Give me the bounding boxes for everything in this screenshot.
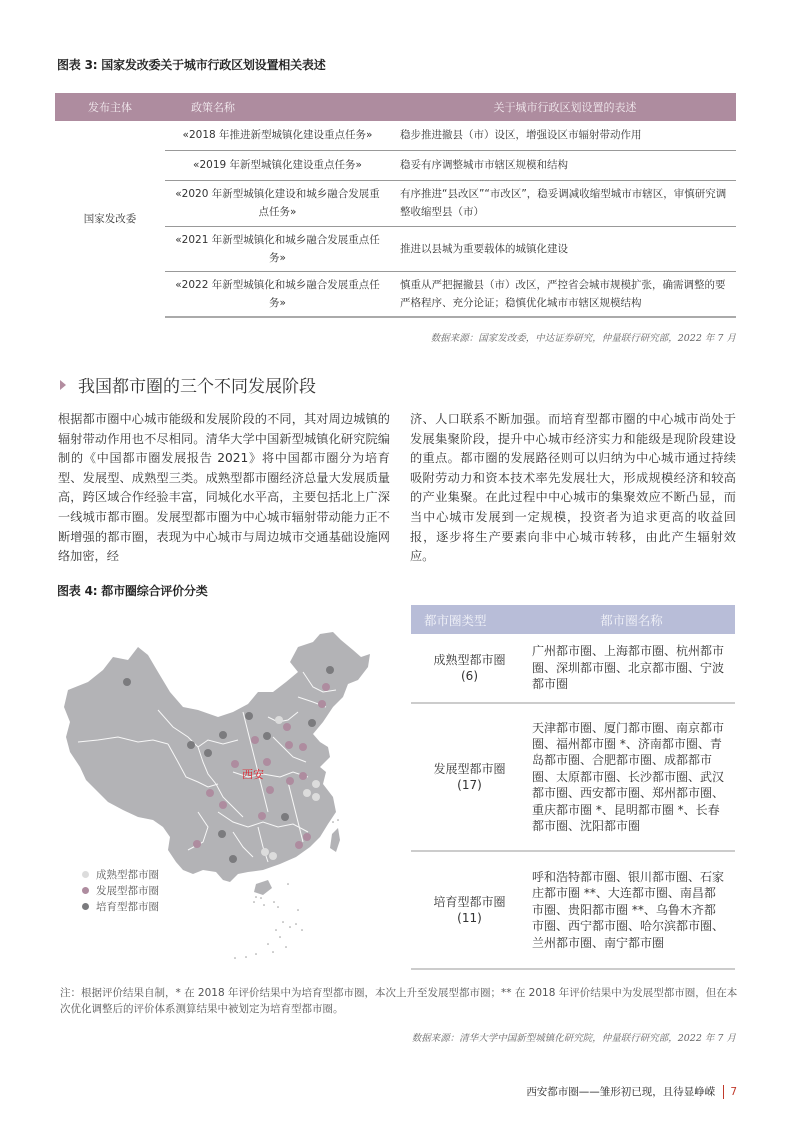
figure-4-note: 注：根据评价结果自制，* 在 2018 年评价结果中为培育型都市圈，本次上升至发展型都市圈；** 在 2018 年评价结果中为发展型都市圈，但在本次优化调整后的评价体系测算结果中被划定为培育型都市圈。 — [60, 987, 738, 1015]
policy-cell: «2022 年新型城镇化和城乡融合发展重点任务» — [165, 271, 390, 317]
metro-type-cell — [411, 851, 528, 969]
legend-item-mature — [82, 866, 159, 882]
legend-label: 成熟型都市圈 — [96, 868, 159, 881]
header-policy: 政策名称 — [165, 93, 390, 121]
figure-3-source: 数据来源：国家发改委，中达证券研究，仲量联行研究部，2022 年 7 月 — [430, 333, 736, 344]
metro-type-cell — [411, 703, 528, 851]
table-row — [411, 634, 735, 703]
cultivating-dot-icon — [82, 903, 89, 910]
description-cell: 稳妥有序调整城市市辖区规模和结构 — [390, 150, 736, 180]
metro-type-label: 发展型都市圈 — [433, 762, 506, 776]
header-metro-type: 都市圈类型 — [411, 605, 528, 634]
table-header-row — [55, 93, 736, 121]
table-header-row — [411, 605, 735, 634]
legend-label: 培育型都市圈 — [96, 900, 159, 913]
metro-type-label: 培育型都市圈 — [433, 895, 506, 909]
figure-4-source: 数据来源：清华大学中国新型城镇化研究院，仲量联行研究部，2022 年 7 月 — [411, 1033, 736, 1044]
map-legend — [82, 866, 159, 914]
body-column-left: 根据都市圈中心城市能级和发展阶段的不同，其对周边城镇的辐射带动作用也不尽相同。清华大学中国新型城镇化研究院编制的《中国都市圈发展报告 2021》将中国都市圈分为培育型、发展型、成熟型三类。成熟型都市圈经济总量大发展质量高，跨区域合作经验丰富，同城化水平高，主要包括北上广深一线城市都市圈。发展型都市圈为中心城市辐射带动能力正不断增强的都市圈，表现为中心城市与周边城市交通基础设施网络加密，经 — [58, 412, 390, 564]
page-number: 7 — [730, 1085, 737, 1098]
figure-3-title: 图表 3: 国家发改委关于城市行政区划设置相关表述 — [57, 58, 326, 72]
header-metro-names: 都市圈名称 — [528, 605, 735, 634]
legend-item-cultivating — [82, 898, 159, 914]
footer-title: 西安都市圈——雏形初已现，且待显峥嵘 — [526, 1086, 716, 1098]
metro-names-cell: 天津都市圈、厦门都市圈、南京都市圈、福州都市圈 *、济南都市圈、青岛都市圈、合肥都市圈、成都都市圈、太原都市圈、长沙都市圈、武汉都市圈、西安都市圈、郑州都市圈、重庆都市圈 *、昆明都市圈 *、长春都市圈、沈阳都市圈 — [528, 703, 735, 851]
developing-dot-icon — [82, 887, 89, 894]
policy-cell: «2021 年新型城镇化和城乡融合发展重点任务» — [165, 226, 390, 271]
policy-table — [55, 93, 736, 318]
header-description: 关于城市行政区划设置的表述 — [390, 93, 736, 121]
table-row — [411, 703, 735, 851]
policy-cell: «2018 年推进新型城镇化建设重点任务» — [165, 121, 390, 150]
footer-divider — [723, 1085, 724, 1099]
publisher-cell: 国家发改委 — [83, 213, 137, 225]
description-cell: 稳步推进撤县（市）设区，增强设区市辐射带动作用 — [390, 121, 736, 150]
triangle-bullet-icon — [60, 380, 66, 390]
figure-4-title: 图表 4: 都市圈综合评价分类 — [57, 584, 208, 598]
policy-cell: «2019 年新型城镇化建设重点任务» — [165, 150, 390, 180]
legend-item-developing — [82, 882, 159, 898]
metro-type-cell — [411, 634, 528, 703]
metro-classification-table — [411, 605, 735, 970]
metro-count: (11) — [457, 911, 482, 925]
page-footer — [526, 1084, 737, 1099]
metro-names-cell: 呼和浩特都市圈、银川都市圈、石家庄都市圈 **、大连都市圈、南昌都市圈、贵阳都市圈 **、乌鲁木齐都市圈、西宁都市圈、哈尔滨都市圈、兰州都市圈、南宁都市圈 — [528, 851, 735, 969]
legend-label: 发展型都市圈 — [96, 884, 159, 897]
body-column-right: 济、人口联系不断加强。而培育型都市圈的中心城市尚处于发展集聚阶段，提升中心城市经济实力和能级是现阶段建设的重点。都市圈的发展路径则可以归纳为中心城市通过持续吸附劳动力和资本技术率先发展壮大，形成规模经济和较高的产业集聚。在此过程中中心城市的集聚效应不断凸显，而当中心城市发展到一定规模，投资者为追求更高的收益回报，逐步将生产要素向非中心城市转移，由此产生辐射效应。 — [410, 412, 736, 564]
metro-type-label: 成熟型都市圈 — [433, 653, 506, 667]
description-cell: 推进以县城为重要载体的城镇化建设 — [390, 226, 736, 271]
metro-count: (6) — [461, 669, 478, 683]
description-cell: 有序推进“县改区”“市改区”，稳妥调减收缩型城市市辖区，审慎研究调整收缩型县（市） — [390, 180, 736, 226]
header-publisher: 发布主体 — [55, 93, 165, 121]
mature-dot-icon — [82, 871, 89, 878]
table-row — [55, 121, 736, 150]
metro-count: (17) — [457, 778, 482, 792]
table-row — [411, 851, 735, 969]
section-heading-text: 我国都市圈的三个不同发展阶段 — [78, 377, 316, 397]
metro-names-cell: 广州都市圈、上海都市圈、杭州都市圈、深圳都市圈、北京都市圈、宁波都市圈 — [528, 634, 735, 703]
section-heading — [60, 372, 316, 397]
description-cell: 慎重从严把握撤县（市）改区，严控省会城市规模扩张，确需调整的要严格程序、充分论证；稳慎优化城市市辖区规模结构 — [390, 271, 736, 317]
policy-cell: «2020 年新型城镇化建设和城乡融合发展重点任务» — [165, 180, 390, 226]
xian-label: 西安 — [242, 768, 264, 781]
